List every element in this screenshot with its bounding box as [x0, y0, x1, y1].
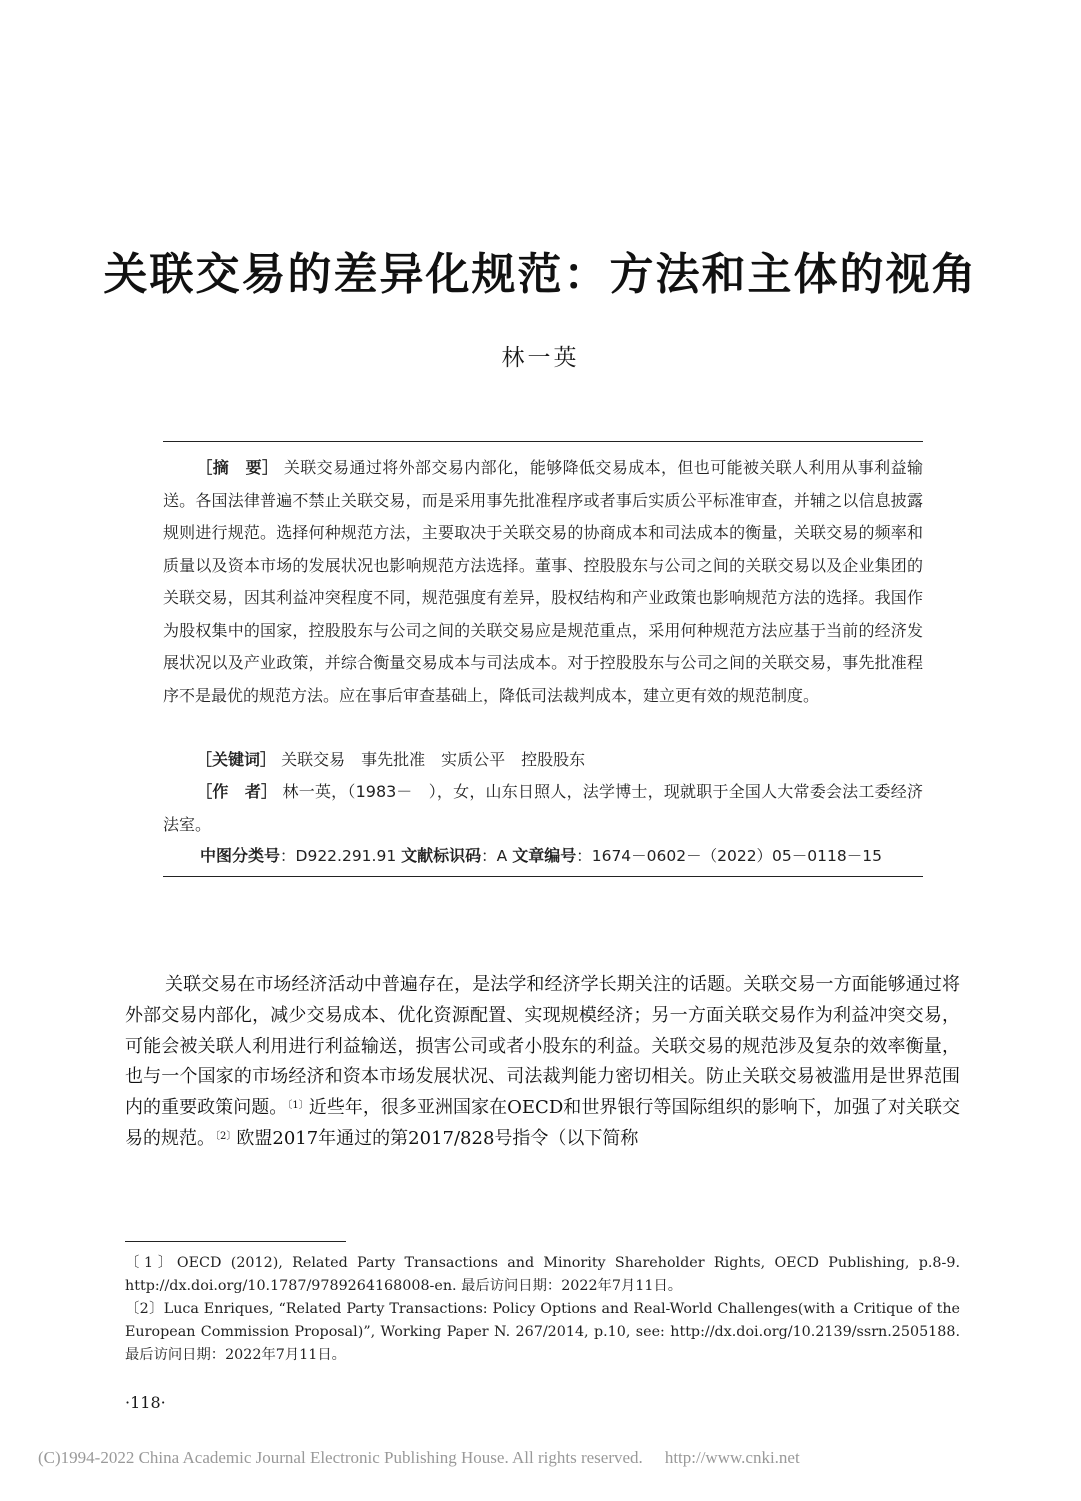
body-text-c: 欧盟2017年通过的第2017/828号指令（以下简称 [236, 1127, 639, 1149]
copyright-text: (C)1994-2022 China Academic Journal Electronic Publishing House. All rights reserved. [38, 1448, 643, 1467]
doc-code-value: ：A [481, 847, 508, 865]
clc-value: ：D922.291.91 [280, 847, 397, 865]
abstract-summary [163, 452, 923, 712]
page-number: ·118· [125, 1393, 166, 1412]
author-info-text: 林一英，（1983－ ），女，山东日照人，法学博士，现就职于全国人大常委会法工委经济法室。 [163, 782, 923, 834]
footnote-divider [125, 1241, 346, 1242]
doc-code-label: 文献标识码 [401, 846, 482, 865]
copyright-notice [38, 1447, 800, 1469]
summary-text: 关联交易通过将外部交易内部化，能够降低交易成本，但也可能被关联人利用从事利益输送。各国法律普遍不禁止关联交易，而是采用事先批准程序或者事后实质公平标准审查，并辅之以信息披露规则进行规范。选择何种规范方法，主要取决于关联交易的协商成本和司法成本的衡量，关联交易的频率和质量以及资本市场的发展状况也影响规范方法选择。董事、控股股东与公司之间的关联交易以及企业集团的关联交易，因其利益冲突程度不同，规范强度有差异，股权结构和产业政策也影响规范方法的选择。我国作为股权集中的国家，控股股东与公司之间的关联交易应是规范重点，采用何种规范方法应基于当前的经济发展状况以及产业政策，并综合衡量交易成本与司法成本。对于控股股东与公司之间的关联交易，事先批准程序不是最优的规范方法。应在事后审查基础上，降低司法裁判成本，建立更有效的规范制度。 [163, 458, 923, 705]
author-tag: ［作 者］ [196, 782, 278, 801]
article-no-value: ：1674－0602－（2022）05－0118－15 [576, 847, 882, 865]
article-no-label: 文章编号 [512, 846, 577, 865]
body-text-a: 关联交易在市场经济活动中普遍存在，是法学和经济学长期关注的话题。关联交易一方面能够通过将外部交易内部化，减少交易成本、优化资源配置、实现规模经济；另一方面关联交易作为利益冲突交易，可能会被关联人利用进行利益输送，损害公司或者小股东的利益。关联交易的规范涉及复杂的效率衡量，也与一个国家的市场经济和资本市场发展状况、司法裁判能力密切相关。防止关联交易被滥用是世界范围内的重要政策问题。 [125, 974, 960, 1119]
article-title: 关联交易的差异化规范：方法和主体的视角 [103, 249, 978, 300]
abstract-block [163, 441, 923, 877]
footnotes [125, 1252, 960, 1367]
footnote-ref-2[interactable]: 〔2〕 [215, 1130, 237, 1142]
footnote-ref-1[interactable]: 〔1〕 [287, 1100, 309, 1112]
footnote-1: 〔1〕OECD (2012), Related Party Transactions and Minority Shareholder Rights, OECD Publishing, p.8-9. http://dx.doi.org/10.1787/9789264168008-en. 最后访问日期：2022年7月11日。 [125, 1255, 960, 1294]
cnki-link[interactable]: http://www.cnki.net [664, 1448, 800, 1467]
body-paragraph [125, 970, 960, 1155]
keywords-text: 关联交易 事先批准 实质公平 控股股东 [281, 750, 586, 769]
body-text-b: 近些年，很多亚洲国家在OECD和世界银行等国际组织的影响下，加强了对关联交易的规范。 [125, 1097, 960, 1149]
abstract-author-info [163, 776, 923, 841]
author-name: 林一英 [501, 345, 580, 371]
footnote-2: 〔2〕Luca Enriques, “Related Party Transactions: Policy Options and Real-World Challenges(with a Critique of the European Commission Proposal)”, Working Paper N. 267/2014, p.10, see: http://dx.doi.org/10.2139/ssrn.2505188. 最后访问日期：2022年7月11日。 [125, 1301, 960, 1363]
keywords-tag: ［关键词］ [196, 750, 277, 769]
abstract-keywords [163, 744, 923, 777]
classification-line [200, 840, 923, 872]
summary-tag: ［摘 要］ [196, 458, 279, 477]
clc-label: 中图分类号 [200, 846, 281, 865]
